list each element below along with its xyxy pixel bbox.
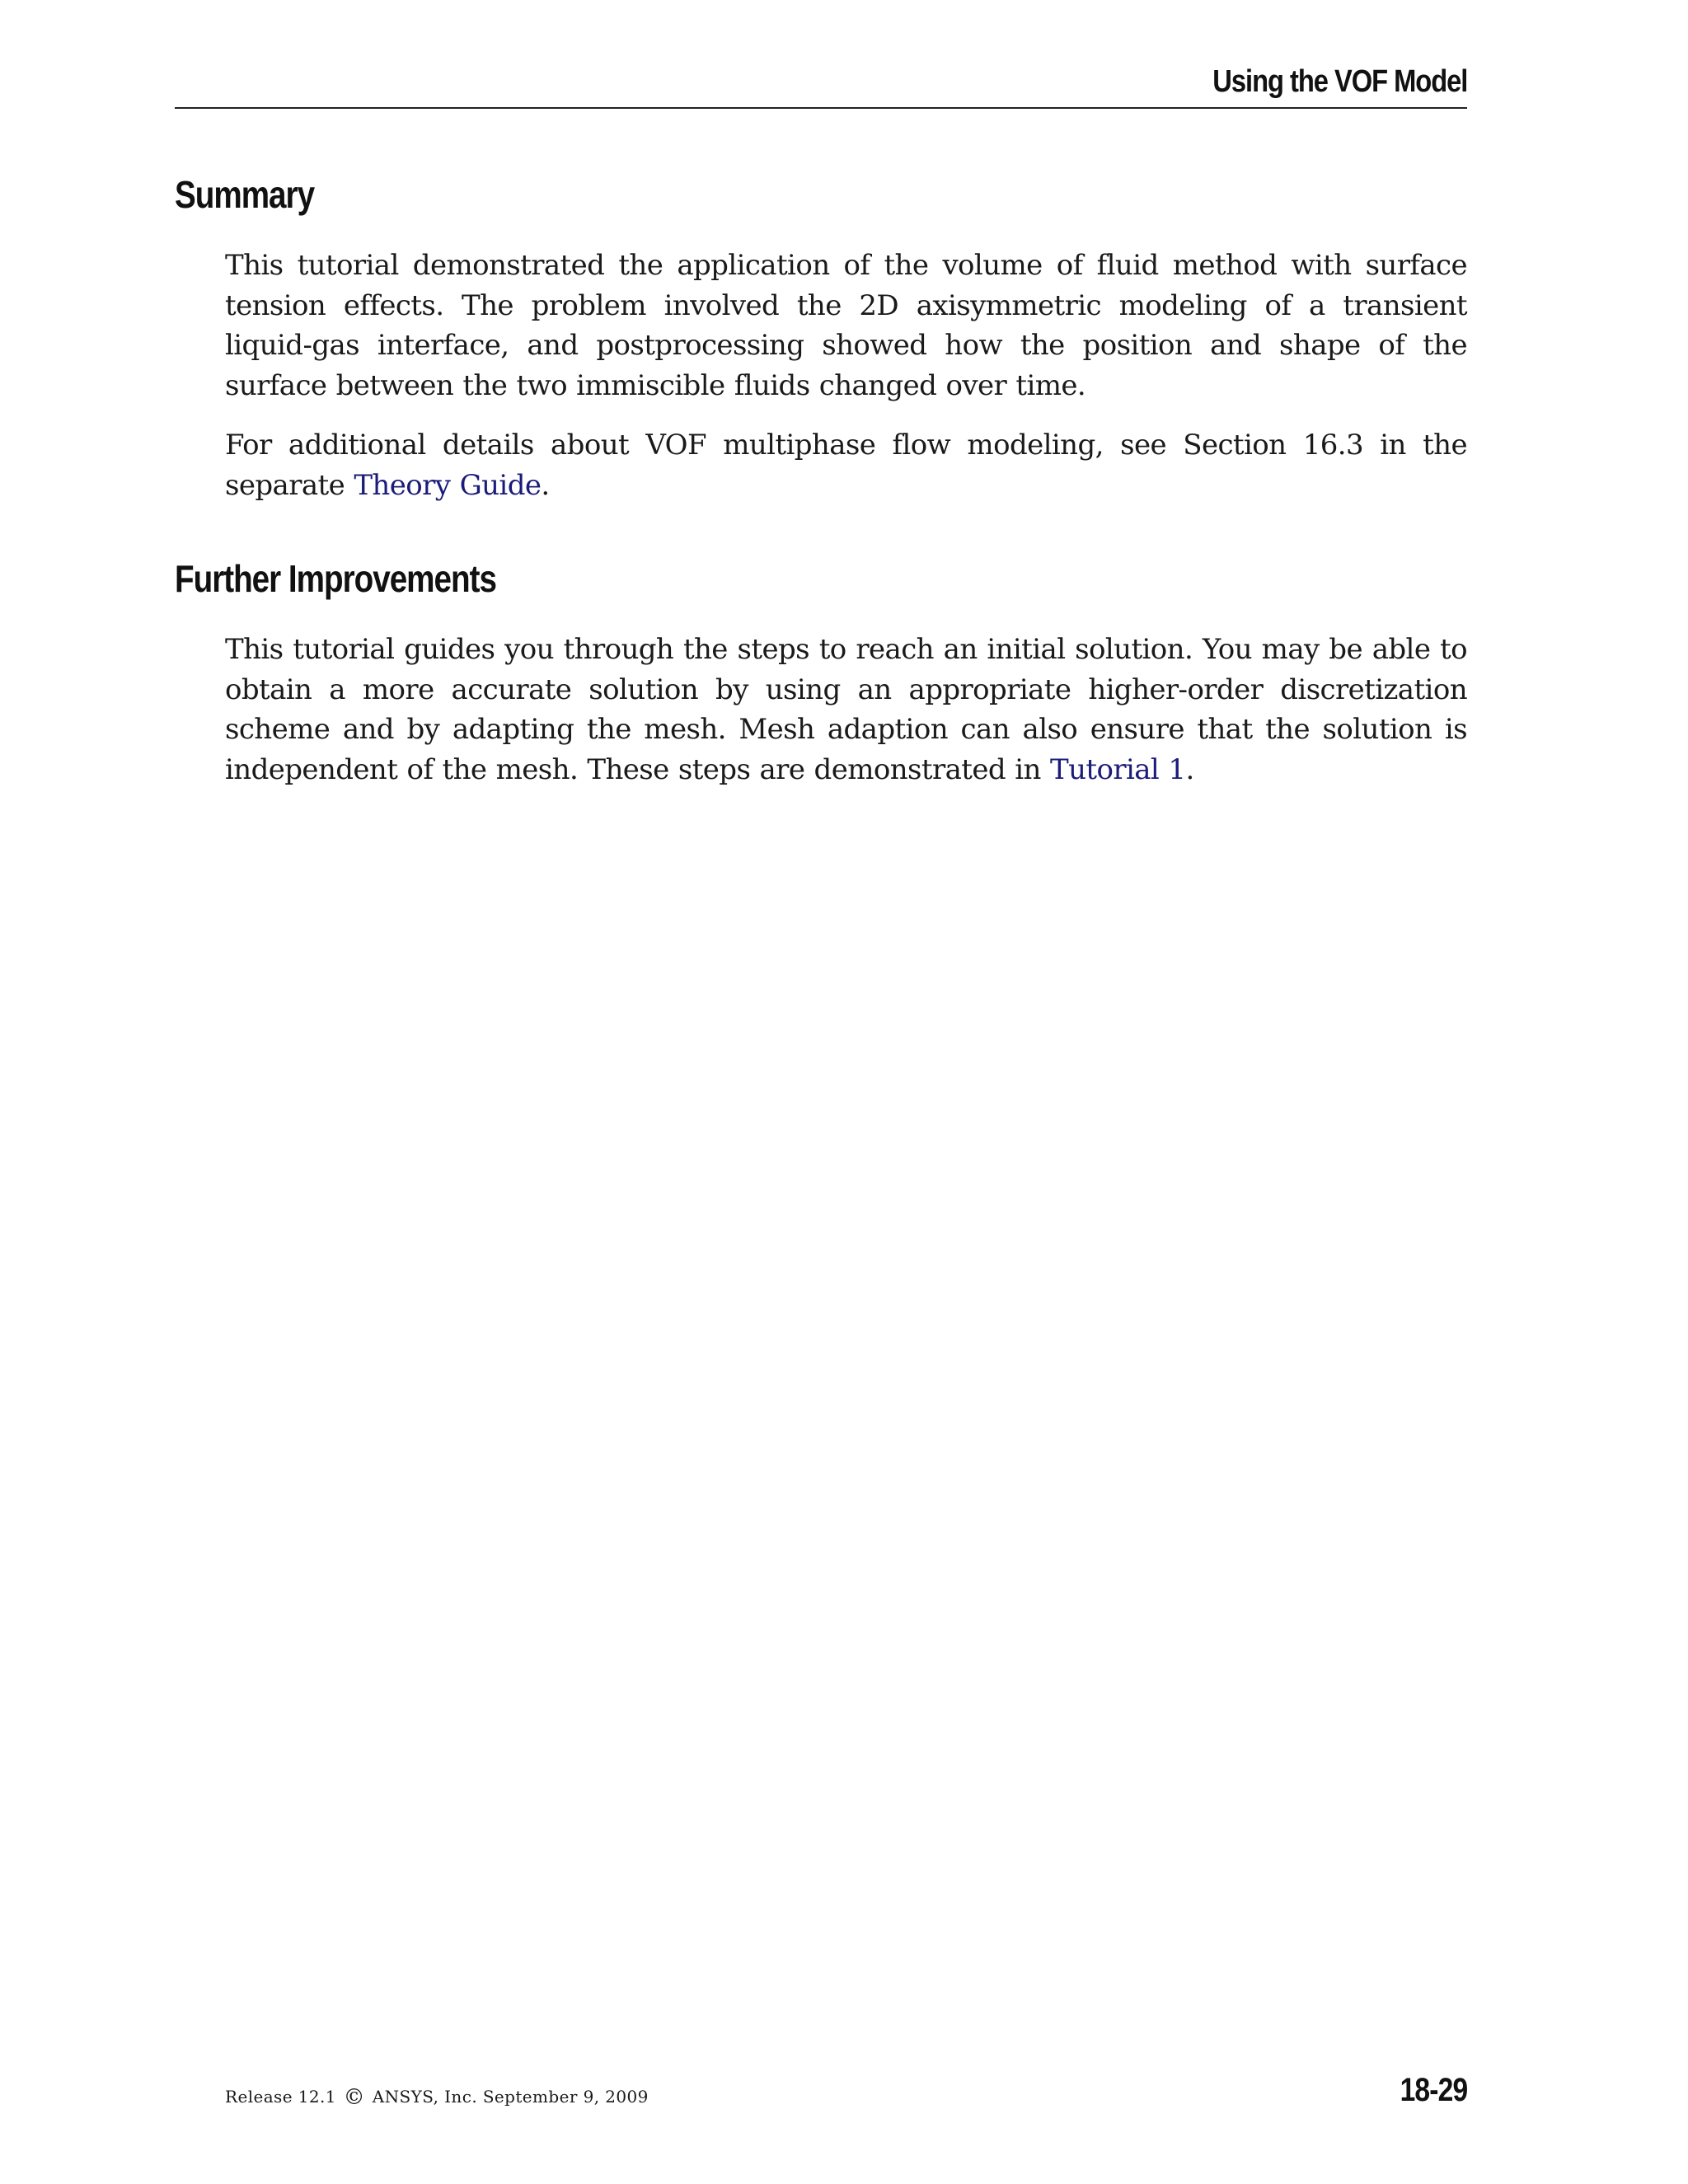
footer-release-prefix: Release 12.1 [225,2087,336,2107]
page-number: 18-29 [1400,2072,1467,2108]
running-header [175,61,1467,109]
summary-paragraph-2-text: For additional details about VOF multiphase flow modeling, see Section 16.3 in the separate [225,429,1467,502]
footer-release-suffix: ANSYS, Inc. September 9, 2009 [372,2087,649,2107]
section-heading-further-improvements: Further Improvements [175,557,496,600]
copyright-icon: © [343,2085,366,2110]
further-improvements-text: This tutorial guides you through the steps to reach an initial solution. You may be able to obtain a more accurate solution by using an appropriate higher-order discretization scheme and by adapting the mesh. Mesh adaption can also ensure that the solution is independent of the mesh. These steps are demonstrated in [225,633,1467,786]
summary-paragraph-2 [225,425,1467,505]
section-heading-summary: Summary [175,173,315,216]
theory-guide-link[interactable]: Theory Guide [354,468,542,502]
summary-paragraph-2-end: . [541,468,550,502]
tutorial-1-link[interactable]: Tutorial 1 [1050,752,1186,786]
running-header-title: Using the VOF Model [1212,64,1467,99]
summary-paragraph-1: This tutorial demonstrated the application of the volume of fluid method with surface tension effects. The problem involved the 2D axisymmetric modeling of a transient liquid-gas interface, and postprocessing showed how the position and shape of the surface between the two immiscible fluids changed over time. [225,249,1467,402]
footer-release-info [225,2085,649,2110]
further-improvements-end: . [1185,752,1194,786]
further-improvements-paragraph [225,630,1467,790]
